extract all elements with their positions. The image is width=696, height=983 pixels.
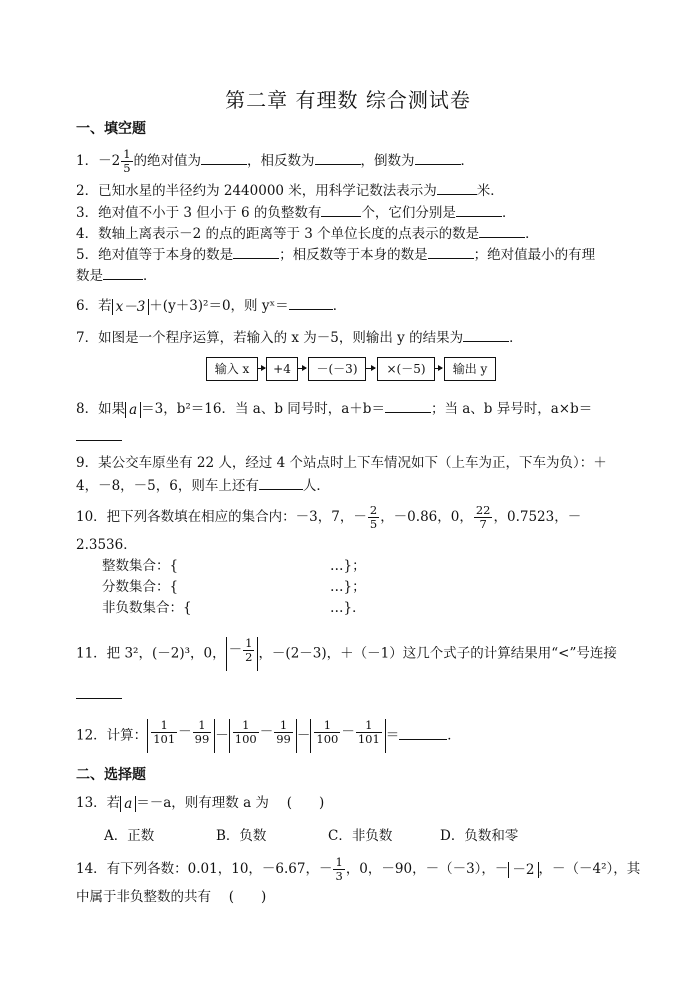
- question-5-cont: 数是 ．: [76, 265, 157, 286]
- question-10: 10．把下列各数填在相应的集合内：－3，7，－ $\frac{2}{5}$ ，－0.86，0， $\frac{22}{7}$ ，0.7523，－: [76, 503, 582, 531]
- question-9-cont: 4，－8，－5，6，则车上还有 人．: [76, 475, 330, 496]
- page-title: 第二章 有理数 综合测试卷: [225, 88, 471, 112]
- flow-step-add: +4: [266, 357, 298, 381]
- nonnegative-set-end: …}．: [330, 600, 366, 616]
- absolute-value: $\frac{1}{101}$ － $\frac{1}{99}$: [147, 719, 215, 753]
- option-b[interactable]: B．负数: [216, 828, 267, 844]
- flow-output-box: 输出 y: [444, 357, 496, 381]
- fraction: $\frac{1}{5}$: [123, 147, 131, 175]
- option-c[interactable]: C．非负数: [328, 828, 393, 844]
- question-13: 13．若 a ＝－a，则有理数 a 为 ( ): [76, 795, 325, 812]
- question-8: 8．如果 a ＝3，b²＝16．当 a、b 同号时，a＋b＝ ；当 a、b 异号时，a×b＝: [76, 398, 592, 419]
- answer-blank[interactable]: [103, 265, 143, 280]
- question-5: 5．绝对值等于本身的数是 ；相反数等于本身的数是 ；绝对值最小的有理: [76, 244, 595, 265]
- absolute-value: a: [120, 796, 136, 812]
- question-10-cont: 2.3536．: [76, 537, 137, 553]
- question-11: 11．把 3²，(－2)³，0， － $\frac{1}{2}$ ，－(2－3)，＋（－1）这几个式子的计算结果用“<”号连接: [76, 637, 617, 671]
- fraction: $\frac{2}{5}$: [369, 503, 378, 531]
- answer-blank[interactable]: [428, 244, 474, 259]
- answer-blank[interactable]: [437, 180, 477, 195]
- question-14: 14．有下列各数：0.01，10，－6.67，－ $\frac{1}{3}$ ，0，－90，－（－3），－ －2 ，－（－4²），其: [76, 855, 641, 883]
- fraction-set-end: …}；: [330, 579, 366, 595]
- flow-input-box: 输入 x: [206, 357, 258, 381]
- answer-blank[interactable]: [399, 725, 447, 740]
- answer-blank[interactable]: [201, 150, 247, 165]
- absolute-value: － $\frac{1}{2}$: [226, 637, 259, 671]
- absolute-value: a: [125, 402, 141, 418]
- answer-blank[interactable]: [479, 223, 525, 238]
- flow-step-subtract: －(－3): [308, 357, 366, 381]
- answer-blank[interactable]: [463, 327, 509, 342]
- flow-arrow: [258, 368, 265, 369]
- absolute-value: $\frac{1}{100}$ － $\frac{1}{101}$: [310, 719, 385, 753]
- flow-arrow: [366, 368, 375, 369]
- question-11-cont: [76, 684, 122, 705]
- integer-set: 整数集合：{: [102, 558, 179, 574]
- fraction-set: 分数集合：{: [102, 579, 179, 595]
- answer-blank[interactable]: [76, 426, 122, 441]
- question-7: 7．如图是一个程序运算，若输入的 x 为－5，则输出 y 的结果为 ．: [76, 327, 523, 348]
- nonnegative-set: 非负数集合：{: [102, 600, 192, 616]
- question-12: 12．计算： $\frac{1}{101}$ － $\frac{1}{99}$ － $\frac{1}{100}$ － $\frac{1}{99}$ － $\frac{1}{100}$ － $\frac{1}{101}$ ＝ ．: [76, 719, 461, 753]
- fraction: $\frac{1}{3}$: [335, 855, 343, 883]
- flow-arrow: [298, 368, 306, 369]
- absolute-value: x－3: [112, 299, 150, 315]
- fraction: $\frac{22}{7}$: [475, 503, 491, 531]
- answer-blank[interactable]: [415, 150, 461, 165]
- question-2: 2．已知水星的半径约为 2440000 米，用科学记数法表示为 米．: [76, 180, 504, 201]
- integer-set-end: …}；: [330, 558, 366, 574]
- answer-blank[interactable]: [233, 244, 279, 259]
- question-9: 9．某公交车原坐有 22 人，经过 4 个站点时上下车情况如下（上车为正，下车为负）：＋: [76, 455, 607, 471]
- flow-arrow: [435, 368, 442, 369]
- option-a[interactable]: A．正数: [104, 828, 155, 844]
- question-6: 6．若 x－3 ＋(y＋3)²＝0，则 yˣ＝ ．: [76, 295, 346, 316]
- answer-blank[interactable]: [289, 295, 333, 310]
- answer-blank[interactable]: [315, 150, 361, 165]
- question-4: 4．数轴上离表示－2 的点的距离等于 3 个单位长度的点表示的数是 ．: [76, 223, 539, 244]
- absolute-value: $\frac{1}{100}$ － $\frac{1}{99}$: [229, 719, 297, 753]
- answer-blank[interactable]: [76, 684, 122, 699]
- answer-blank[interactable]: [385, 398, 431, 413]
- question-1: 1．－2 $\frac{1}{5}$ 的绝对值为 ，相反数为 ，倒数为 ．: [76, 147, 475, 175]
- question-3: 3．绝对值不小于 3 但小于 6 的负整数有 个，它们分别是 ．: [76, 202, 515, 223]
- answer-blank[interactable]: [321, 202, 361, 217]
- answer-blank[interactable]: [456, 202, 502, 217]
- answer-blank[interactable]: [259, 475, 303, 490]
- question-8-cont: [76, 426, 122, 447]
- question-14-cont: 中属于非负整数的共有 ( ): [76, 889, 267, 905]
- flow-step-multiply: ×(－5): [377, 357, 435, 381]
- section-heading-fill-blank: 一、填空题: [76, 121, 146, 137]
- option-d[interactable]: D．负数和零: [440, 828, 519, 844]
- section-heading-multiple-choice: 二、选择题: [76, 767, 146, 783]
- absolute-value: －2: [508, 862, 538, 878]
